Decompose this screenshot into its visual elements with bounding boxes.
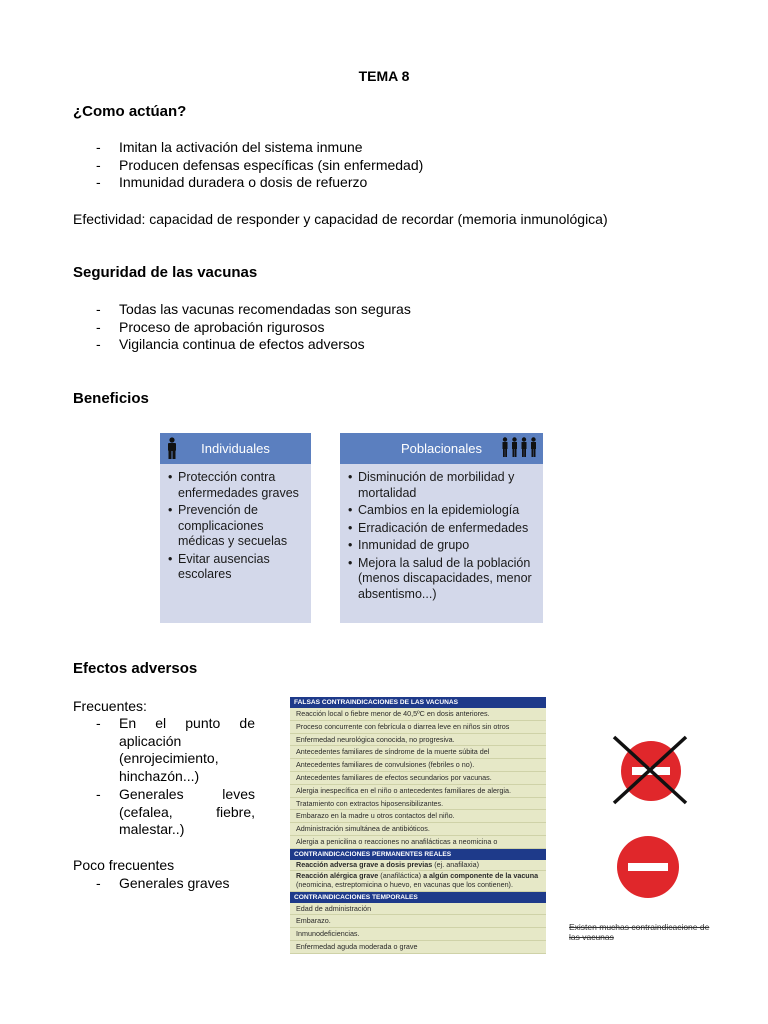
table-row: Embarazo en la madre u otros contactos del niño.: [290, 810, 546, 823]
stop-sign-icon: [615, 834, 681, 900]
table-row: Administración simultánea de antibióticos.: [290, 823, 546, 836]
table-row: Antecedentes familiares de convulsiones (febriles o no).: [290, 759, 546, 772]
list-item: - Imitan la activación del sistema inmune: [96, 139, 363, 155]
frequent-label: Frecuentes:: [73, 698, 147, 714]
card-title: Poblacionales: [401, 441, 482, 456]
table-section-header: FALSAS CONTRAINDICACIONES DE LAS VACUNAS: [290, 697, 546, 708]
benefits-population-list: [340, 464, 543, 602]
table-row: Antecedentes familiares de efectos secundarios por vacunas.: [290, 772, 546, 785]
list-item: - Vigilancia continua de efectos adversos: [96, 336, 365, 352]
heading-como-actuan: ¿Como actúan?: [73, 103, 187, 120]
table-section-header: CONTRAINDICACIONES PERMANENTES REALES: [290, 849, 546, 860]
list-item: • Protección contra enfermedades graves: [168, 470, 299, 500]
rare-label: Poco frecuentes: [73, 857, 175, 873]
table-row: Tratamiento con extractos hiposensibilizantes.: [290, 798, 546, 811]
frequent-effects-list: [73, 715, 255, 839]
list-item: - Generales graves: [96, 875, 230, 891]
contraindications-table: [290, 697, 546, 954]
benefits-individual-list: [160, 464, 311, 583]
crossed-stop-sign-icon: [610, 735, 690, 805]
table-row: Alergia a penicilina o reacciones no anafilácticas a neomicina o: [290, 836, 546, 849]
list-item: - En el punto de aplicación (enrojecimiento, hinchazón...): [96, 715, 255, 785]
table-row: Enfermedad aguda moderada o grave: [290, 941, 546, 954]
list-item: • Cambios en la epidemiología: [348, 503, 520, 517]
rare-effects-list: [96, 875, 230, 893]
table-row: Embarazo.: [290, 915, 546, 928]
list-item: - Proceso de aprobación rigurosos: [96, 318, 325, 335]
card-header: [340, 433, 543, 464]
heading-seguridad: Seguridad de las vacunas: [73, 264, 258, 281]
benefits-population-card: [340, 433, 543, 623]
signs-caption: Existen muchas contraindicacione de las vacunas: [569, 922, 710, 942]
card-header: [160, 433, 311, 464]
effectiveness-text: Efectividad: capacidad de responder y capacidad de recordar (memoria inmunológica): [73, 211, 608, 227]
list-item: • Mejora la salud de la población (menos discapacidades, menor absentismo...): [348, 555, 532, 601]
list-item: - Generales leves (cefalea, fiebre, malestar..): [96, 785, 255, 838]
list-item: - Inmunidad duradera o dosis de refuerzo: [96, 174, 368, 190]
table-row: Reacción local o fiebre menor de 40,5ºC en dosis anteriores.: [290, 708, 546, 721]
table-section-header: CONTRAINDICACIONES TEMPORALES: [290, 892, 546, 903]
table-row: Reacción adversa grave a dosis previas (ej. anafilaxia): [290, 860, 546, 872]
list-item: - Producen defensas específicas (sin enfermedad): [96, 156, 424, 173]
list-item: • Evitar ausencias escolares: [168, 551, 270, 581]
list-item: - Todas las vacunas recomendadas son seguras: [96, 301, 411, 317]
benefits-individual-card: [160, 433, 311, 623]
card-title: Individuales: [201, 441, 270, 456]
table-row: Antecedentes familiares de síndrome de la muerte súbita del: [290, 746, 546, 759]
table-row: Inmunodeficiencias.: [290, 928, 546, 941]
table-row: Alergia inespecífica en el niño o antecedentes familiares de alergia.: [290, 785, 546, 798]
heading-efectos-adversos: Efectos adversos: [73, 660, 198, 677]
person-icon: [165, 437, 179, 459]
page-title: TEMA 8: [358, 68, 410, 84]
como-actuan-list: [96, 139, 423, 192]
table-row: Enfermedad neurológica conocida, no progresiva.: [290, 734, 546, 747]
list-item: • Inmunidad de grupo: [348, 538, 470, 552]
table-row: Edad de administración: [290, 903, 546, 916]
heading-beneficios: Beneficios: [73, 390, 149, 407]
seguridad-list: [96, 301, 411, 354]
list-item: • Prevención de complicaciones médicas y secuelas: [168, 503, 288, 548]
group-icon: [501, 437, 539, 457]
table-row: Reacción alérgica grave (anafiláctica) a algún componente de la vacuna (neomicina, estreptomicina o huevo, en vacunas que los contienen).: [290, 871, 546, 891]
list-item: • Disminución de morbilidad y mortalidad: [348, 470, 515, 500]
list-item: • Erradicación de enfermedades: [348, 520, 529, 535]
table-row: Proceso concurrente con febrícula o diarrea leve en niños sin otros: [290, 721, 546, 734]
